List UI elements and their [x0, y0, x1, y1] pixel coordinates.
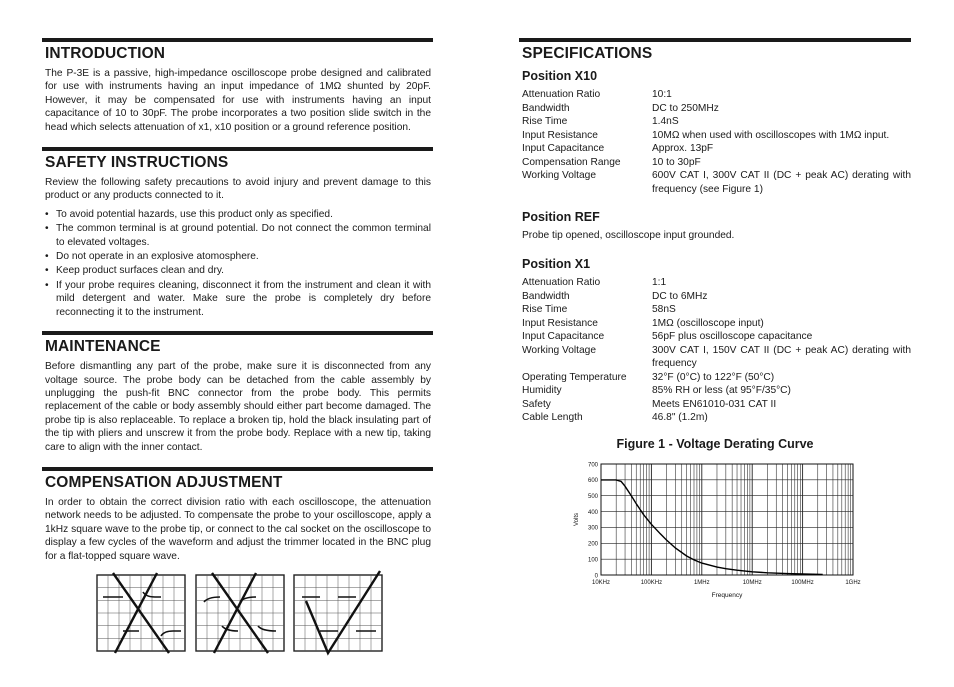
spec-label: Rise Time — [522, 116, 568, 127]
spec-label: Safety — [522, 398, 551, 410]
y-axis-label: Volts — [574, 512, 580, 526]
x-tick-label: 1GHz — [845, 579, 861, 586]
introduction-text: The P-3E is a passive, high-impedance oscilloscope probe designed and calibrated for use with instruments having an input impedance of 1MΩ shunted by 20pF. However, it may be compensated for use with instruments having an input capacitance of 10 to 30pF. The probe incorporates a two position slide switch in the head which selects attenuation of x1, x10 position or a ground reference position. — [45, 68, 431, 133]
y-tick-label: 600 — [587, 478, 598, 485]
left-column — [42, 38, 433, 657]
spec-label: Compensation Range — [522, 156, 621, 168]
section-rule — [42, 38, 433, 42]
voltage-derating-chart — [519, 454, 911, 604]
list-item: • The common terminal is at ground potential. Do not connect the common terminal to elevated voltages. — [45, 222, 431, 249]
table-row — [522, 169, 911, 196]
position-x1-table — [522, 276, 911, 425]
spec-label: Cable Length — [522, 412, 583, 424]
section-rule — [519, 38, 911, 42]
y-tick-label: 300 — [587, 525, 598, 532]
position-x10-title: Position X10 — [522, 69, 598, 83]
spec-label: Bandwidth — [522, 102, 570, 114]
table-row — [522, 317, 911, 331]
table-row — [522, 371, 911, 385]
spec-label: Working Voltage — [522, 344, 596, 356]
x-tick-label: 100KHz — [640, 579, 663, 586]
spec-value: 10MΩ when used with oscilloscopes with 1MΩ input. — [652, 129, 890, 141]
x-tick-label: 10KHz — [591, 579, 611, 586]
table-row — [522, 156, 911, 170]
position-ref-title: Position REF — [522, 210, 600, 224]
position-ref-text: Probe tip opened, oscilloscope input grounded. — [522, 230, 735, 241]
spec-label: Input Resistance — [522, 317, 598, 329]
position-x10-table — [522, 88, 911, 196]
introduction-title: INTRODUCTION — [45, 45, 166, 62]
spec-label: Bandwidth — [522, 290, 570, 302]
table-row — [522, 290, 911, 304]
spec-label: Working Voltage — [522, 170, 596, 181]
safety-bullet-list — [42, 208, 433, 319]
maintenance-title: MAINTENANCE — [45, 338, 161, 356]
spec-value: 56pF plus oscilloscope capacitance — [652, 331, 813, 343]
table-row — [522, 303, 911, 317]
x-tick-label: 1MHz — [693, 579, 710, 586]
table-row — [522, 344, 911, 371]
figure-title: Figure 1 - Voltage Derating Curve — [616, 436, 814, 451]
x-tick-label: 100MHz — [791, 579, 814, 586]
waveform-panel — [196, 573, 284, 653]
compensation-title: COMPENSATION ADJUSTMENT — [45, 473, 283, 491]
table-row — [522, 384, 911, 398]
safety-title: SAFETY INSTRUCTIONS — [45, 154, 229, 172]
table-row — [522, 142, 911, 156]
spec-value: 300V CAT I, 150V CAT II (DC + peak AC) derating with frequency — [652, 344, 911, 370]
spec-label: Attenuation Ratio — [522, 277, 601, 289]
section-rule — [42, 467, 433, 471]
spec-value: 10 to 30pF — [652, 156, 701, 168]
introduction-section — [42, 38, 433, 134]
spec-value: 600V CAT I, 300V CAT II (DC + peak AC) derating with frequency (see Figure 1) — [652, 170, 911, 195]
spec-value: Approx. 13pF — [652, 143, 714, 154]
spec-value: 1.4nS — [652, 116, 679, 127]
y-tick-label: 500 — [587, 493, 598, 500]
table-row — [522, 398, 911, 412]
table-row — [522, 115, 911, 129]
spec-value: 1:1 — [652, 277, 667, 289]
plot-frame — [601, 464, 853, 575]
safety-text: Review the following safety precautions to avoid injury and prevent damage to this product or any products connected to it. — [45, 177, 431, 202]
spec-value: 32°F (0°C) to 122°F (50°C) — [652, 371, 775, 383]
spec-value: 85% RH or less (at 95°F/35°C) — [652, 385, 791, 397]
safety-section — [42, 147, 433, 319]
y-tick-label: 200 — [587, 541, 598, 548]
list-item: • Do not operate in an explosive atomosphere. — [45, 250, 431, 263]
x-axis-label: Frequency — [711, 591, 743, 599]
compensation-waveforms — [42, 569, 433, 657]
check-mark-icon — [306, 571, 380, 653]
compensation-section — [42, 467, 433, 657]
table-row — [522, 129, 911, 143]
spec-value: 46.8" (1.2m) — [652, 412, 708, 424]
spec-label: Input Capacitance — [522, 143, 605, 154]
spec-value: 1MΩ (oscilloscope input) — [652, 317, 764, 329]
table-row — [522, 276, 911, 290]
table-row — [522, 411, 911, 425]
position-x1-title: Position X1 — [522, 257, 591, 272]
y-tick-label: 0 — [594, 573, 598, 580]
y-tick-label: 400 — [587, 509, 598, 516]
list-item: • If your probe requires cleaning, disconnect it from the instrument and clean it with mild detergent and water. Make sure the probe is completely dry before reconnecting it to the instrument. — [45, 279, 431, 319]
spec-label: Input Resistance — [522, 129, 598, 141]
specifications-title: SPECIFICATIONS — [522, 45, 653, 62]
maintenance-section — [42, 331, 433, 454]
table-row — [522, 102, 911, 116]
table-row — [522, 88, 911, 102]
spec-label: Attenuation Ratio — [522, 89, 601, 100]
right-column — [519, 38, 911, 604]
spec-value: DC to 250MHz — [652, 102, 719, 114]
spec-label: Humidity — [522, 385, 562, 397]
y-tick-label: 700 — [587, 462, 598, 469]
section-rule — [42, 331, 433, 335]
list-item: • To avoid potential hazards, use this product only as specified. — [45, 208, 431, 221]
x-tick-label: 10MHz — [742, 579, 762, 586]
spec-label: Rise Time — [522, 304, 568, 316]
spec-value: DC to 6MHz — [652, 290, 708, 302]
spec-label: Input Capacitance — [522, 331, 605, 343]
maintenance-text: Before dismantling any part of the probe, make sure it is disconnected from any voltage source. The probe body can be detached from the cable assembly by unplugging the push-fit BNC connector from the probe body. This permits replacement of the cable or body assembly should either part become damaged. The probe tip is also replaceable. To replace a broken tip, hold the black insulating part of the tip with pliers and unscrew it from the probe body. Replace with a new tip, taking care to align with the inner contact. — [45, 361, 431, 453]
spec-value: Meets EN61010-031 CAT II — [652, 398, 777, 410]
spec-label: Operating Temperature — [522, 371, 627, 383]
spec-value: 58nS — [652, 304, 676, 316]
compensation-text: In order to obtain the correct division ratio with each oscilloscope, the attenuation network needs to be adjusted. To compensate the probe to your oscilloscope, apply a 1kHz square wave to the probe tip, or connect to the cal socket on the oscilloscope to display a few cycles of the waveform and adjust the trimmer located in the BNC plug for a flat-topped square wave. — [45, 496, 431, 562]
spec-value: 10:1 — [652, 89, 672, 100]
list-item: • Keep product surfaces clean and dry. — [45, 264, 431, 277]
waveform-panel — [97, 573, 185, 653]
waveform-panel — [294, 571, 382, 653]
table-row — [522, 330, 911, 344]
y-tick-label: 100 — [587, 557, 598, 564]
section-rule — [42, 147, 433, 151]
